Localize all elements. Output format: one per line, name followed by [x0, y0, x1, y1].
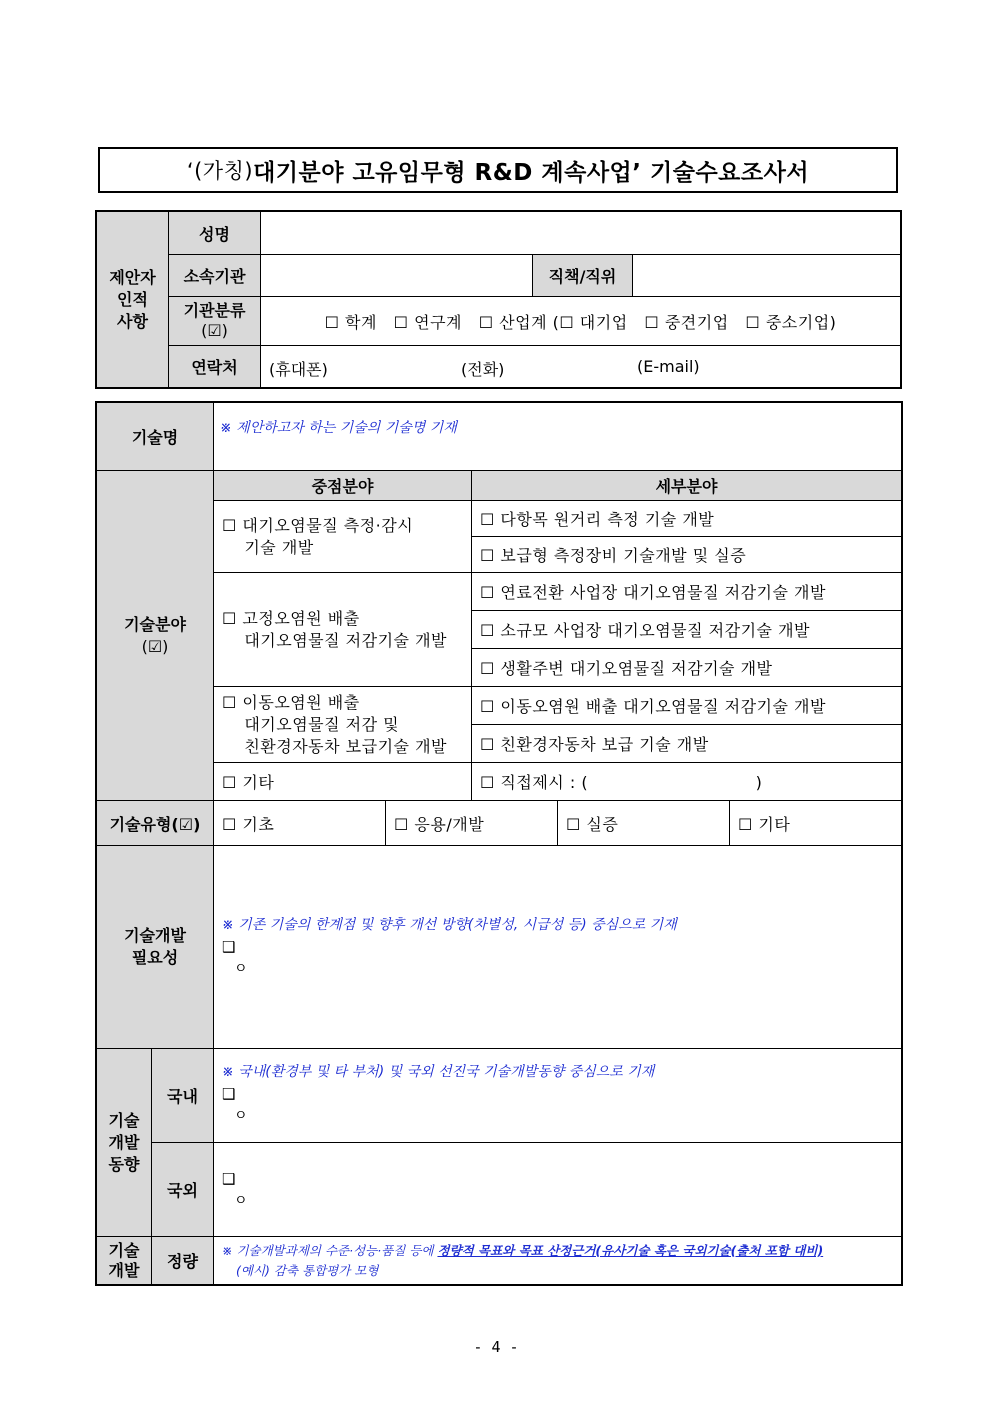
need-bullet: ❑ [222, 938, 236, 956]
org-label: 소속기관 [169, 255, 261, 297]
quant-field[interactable] [214, 1237, 902, 1285]
detail-field-option[interactable]: ☐ 소규모 사업장 대기오염물질 저감기술 개발 [472, 611, 902, 649]
domestic-field[interactable] [214, 1049, 902, 1143]
key-field-option[interactable]: ☐ 기타 [214, 763, 472, 801]
proposer-table [96, 211, 901, 388]
need-field[interactable] [214, 846, 902, 1049]
category-mark: (☑) [201, 321, 228, 340]
position-field[interactable] [633, 255, 901, 297]
detail-field-option[interactable]: ☐ 연료전환 사업장 대기오염물질 저감기술 개발 [472, 573, 902, 611]
key-field-header: 중점분야 [214, 471, 472, 501]
category-label-cell [169, 297, 261, 346]
tech-field-label-cell [97, 471, 214, 801]
contact-label: 연락처 [169, 346, 261, 388]
key-field-option[interactable]: ☐ 이동오염원 배출 대기오염물질 저감 및 친환경자동차 보급기술 개발 [214, 687, 472, 763]
position-label: 직책/직위 [533, 255, 633, 297]
domestic-label: 국내 [152, 1049, 214, 1143]
detail-field-option[interactable]: ☐ 직접제시 : ( ) [472, 763, 902, 801]
quant-example: (예시) 감축 통합평가 모형 [236, 1262, 379, 1278]
title-main: 대기분야 고유임무형 R&D 계속사업’ 기술수요조사서 [253, 159, 810, 186]
key-field-option[interactable]: ☐ 고정오염원 배출 대기오염물질 저감기술 개발 [214, 573, 472, 687]
tech-field-mark: (☑) [141, 636, 169, 656]
category-label: 기관분류 [183, 301, 246, 320]
key-field-option[interactable]: ☐ 대기오염물질 측정·감시 기술 개발 [214, 501, 472, 573]
org-field[interactable] [261, 255, 533, 297]
overseas-field[interactable] [214, 1143, 902, 1237]
tech-name-note: ※ 제안하고자 하는 기술의 기술명 기재 [220, 420, 457, 436]
domestic-sub-bullet: ㅇ [234, 1108, 248, 1124]
name-label: 성명 [169, 212, 261, 255]
contact-field[interactable] [261, 346, 901, 388]
detail-field-option[interactable]: ☐ 생활주변 대기오염물질 저감기술 개발 [472, 649, 902, 687]
need-label: 기술개발 필요성 [97, 846, 214, 1049]
detail-field-option[interactable]: ☐ 보급형 측정장비 기술개발 및 실증 [472, 537, 902, 573]
tech-type-option[interactable]: ☐ 실증 [558, 801, 730, 846]
mobile-label: (휴대폰) [269, 360, 328, 379]
quant-label: 정량 [152, 1237, 214, 1285]
detail-field-option[interactable]: ☐ 다항목 원거리 측정 기술 개발 [472, 501, 902, 537]
need-note: ※ 기존 기술의 한계점 및 향후 개선 방향(차별성, 시급성 등) 중심으로 기재 [222, 917, 677, 933]
detail-field-option[interactable]: ☐ 친환경자동차 보급 기술 개발 [472, 725, 902, 763]
trend-label: 기술 개발 동향 [97, 1049, 152, 1237]
quant-note [222, 1241, 895, 1261]
tech-name-field[interactable] [214, 403, 902, 471]
goal-label: 기술 개발 [97, 1237, 152, 1285]
need-sub-bullet: ㅇ [234, 961, 248, 977]
document-title [98, 147, 898, 193]
page-number: - 4 - [473, 1338, 519, 1356]
overseas-sub-bullet: ㅇ [234, 1192, 248, 1209]
quant-note-underlined: 정량적 목표와 목표 산정근거(유사기술 혹은 국외기술(출처 포함 대비) [437, 1242, 824, 1258]
email-label: (E-mail) [637, 357, 700, 376]
domestic-note: ※ 국내(환경부 및 타 부처) 및 국외 선진국 기술개발동향 중심으로 기재 [222, 1064, 655, 1080]
tech-type-option[interactable]: ☐ 기초 [214, 801, 386, 846]
tech-field-label: 기술분야 [124, 614, 186, 634]
proposer-section-label: 제안자 인적 사항 [97, 212, 169, 388]
tech-table [96, 402, 902, 1285]
title-prefix: ‘(가칭) [186, 159, 254, 183]
phone-label: (전화) [461, 360, 505, 379]
domestic-bullet: ❑ [222, 1085, 236, 1103]
detail-field-option[interactable]: ☐ 이동오염원 배출 대기오염물질 저감기술 개발 [472, 687, 902, 725]
quant-note-pre: ※ 기술개발과제의 수준·성능·품질 등에 [222, 1242, 438, 1258]
tech-name-label: 기술명 [97, 403, 214, 471]
category-options[interactable]: ☐ 학계 ☐ 연구계 ☐ 산업계 (☐ 대기업 ☐ 중견기업 ☐ 중소기업) [261, 297, 901, 346]
tech-type-label: 기술유형(☑) [97, 801, 214, 846]
overseas-bullet: ❑ [222, 1169, 236, 1188]
detail-field-header: 세부분야 [472, 471, 902, 501]
overseas-label: 국외 [152, 1143, 214, 1237]
tech-type-option[interactable]: ☐ 응용/개발 [386, 801, 558, 846]
tech-type-option[interactable]: ☐ 기타 [730, 801, 902, 846]
name-field[interactable] [261, 212, 901, 255]
